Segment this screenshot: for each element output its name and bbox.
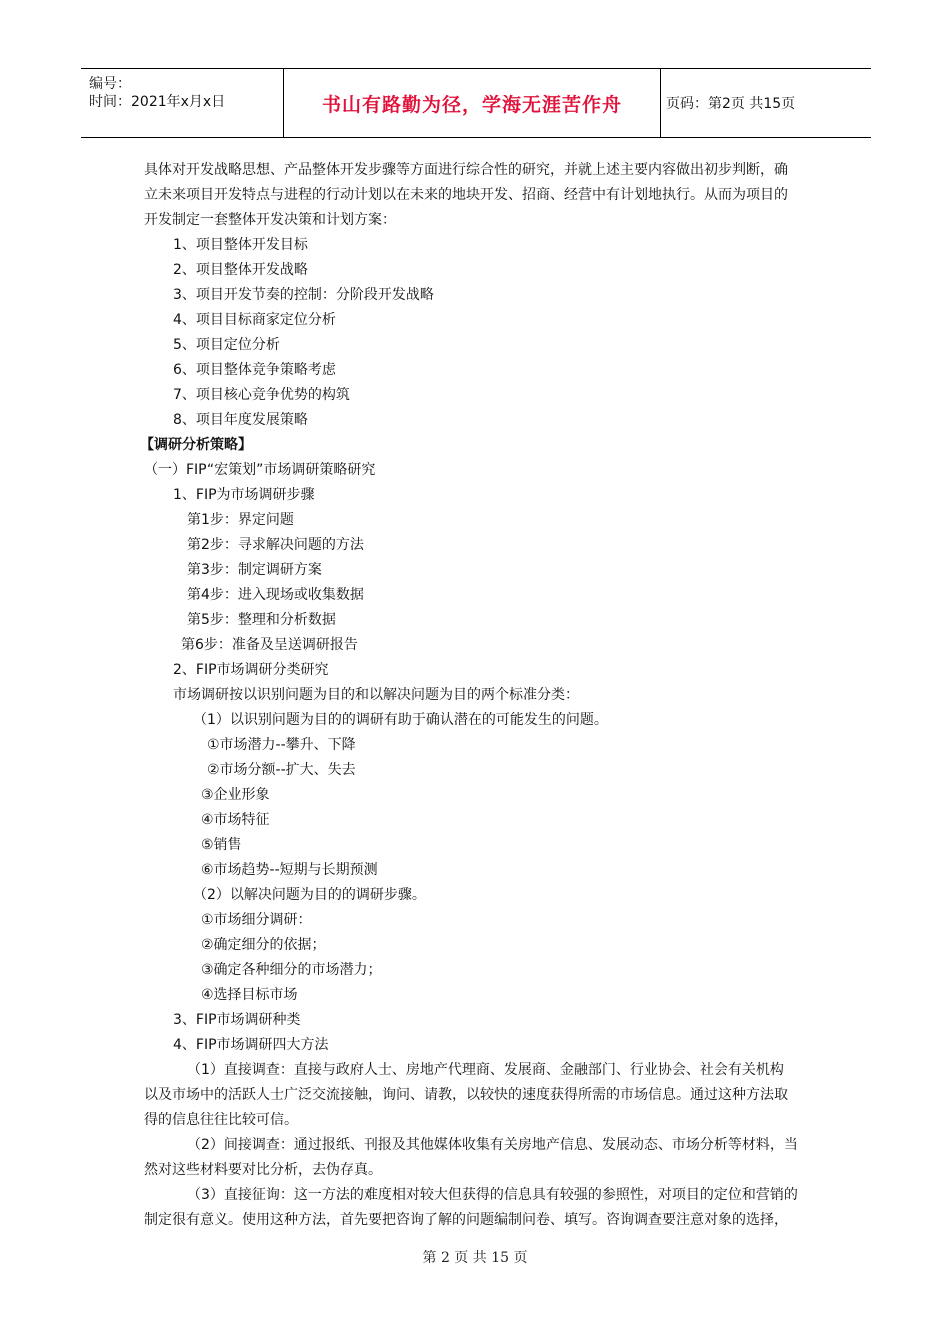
enumerated-item: ①市场潜力--攀升、下降 [207, 737, 356, 753]
header-page-label: 页码：第2页 共15页 [666, 96, 796, 112]
step-item: 第1步：界定问题 [187, 512, 294, 528]
page-footer [0, 1247, 950, 1267]
paragraph-line: 具体对开发战略思想、产品整体开发步骤等方面进行综合性的研究，并就上述主要内容做出初步判断，确 [144, 162, 788, 178]
enumerated-item: ③企业形象 [201, 787, 270, 803]
list-item: 3、项目开发节奏的控制：分阶段开发战略 [173, 287, 434, 303]
paragraph-line: 立未来项目开发特点与进程的行动计划以在未来的地块开发、招商、经营中有计划地执行。从而为项目的 [144, 187, 788, 203]
list-item: 7、项目核心竞争优势的构筑 [173, 387, 350, 403]
list-item: 4、FIP市场调研四大方法 [173, 1037, 329, 1053]
enumerated-item: ②市场分额--扩大、失去 [207, 762, 356, 778]
list-item: 4、项目目标商家定位分析 [173, 312, 336, 328]
enumerated-item: ④选择目标市场 [201, 987, 298, 1003]
step-item: 第4步：进入现场或收集数据 [187, 587, 364, 603]
section-heading: 【调研分析策略】 [140, 437, 252, 453]
document-date-label: 时间：2021年x月x日 [89, 94, 226, 110]
list-item: 1、FIP为市场调研步骤 [173, 487, 315, 503]
paragraph-line: 市场调研按以识别问题为目的和以解决问题为目的两个标准分类： [173, 687, 579, 703]
step-item: 第6步：准备及呈送调研报告 [181, 637, 358, 653]
paragraph-line: 得的信息往往比较可信。 [144, 1112, 298, 1128]
document-number-label: 编号： [89, 76, 131, 92]
enumerated-item: ⑤销售 [201, 837, 242, 853]
list-item: 3、FIP市场调研种类 [173, 1012, 301, 1028]
paragraph-line: （3）直接征询：这一方法的难度相对较大但获得的信息具有较强的参照性，对项目的定位和营销的 [187, 1187, 798, 1203]
subsection-heading: （一）FIP“宏策划”市场调研策略研究 [144, 462, 376, 478]
enumerated-item: ⑥市场趋势--短期与长期预测 [201, 862, 378, 878]
list-item: 2、项目整体开发战略 [173, 262, 308, 278]
paragraph-line: 制定很有意义。使用这种方法，首先要把咨询了解的问题编制问卷、填写。咨询调查要注意对象的选择， [144, 1212, 788, 1228]
enumerated-item: ①市场细分调研： [201, 912, 312, 928]
paragraph-line: （1）直接调查：直接与政府人士、房地产代理商、发展商、金融部门、行业协会、社会有关机构 [187, 1062, 784, 1078]
paragraph-line: （2）间接调查：通过报纸、刊报及其他媒体收集有关房地产信息、发展动态、市场分析等材料，当 [187, 1137, 798, 1153]
paragraph-line: 开发制定一套整体开发决策和计划方案： [144, 212, 396, 228]
list-item: 2、FIP市场调研分类研究 [173, 662, 329, 678]
step-item: 第5步：整理和分析数据 [187, 612, 336, 628]
sub-list-item: （2）以解决问题为目的的调研步骤。 [193, 887, 426, 903]
step-item: 第3步：制定调研方案 [187, 562, 322, 578]
list-item: 8、项目年度发展策略 [173, 412, 308, 428]
header-motto: 书山有路勤为径，学海无涯苦作舟 [321, 93, 622, 116]
paragraph-line: 以及市场中的活跃人士广泛交流接触，询问、请教，以较快的速度获得所需的市场信息。通过这种方法取 [144, 1087, 788, 1103]
enumerated-item: ②确定细分的依据； [201, 937, 326, 953]
list-item: 6、项目整体竞争策略考虑 [173, 362, 336, 378]
footer-page-number: 第 2 页 共 15 页 [422, 1250, 528, 1266]
enumerated-item: ③确定各种细分的市场潜力； [201, 962, 382, 978]
enumerated-item: ④市场特征 [201, 812, 270, 828]
paragraph-line: 然对这些材料要对比分析，去伪存真。 [144, 1162, 382, 1178]
list-item: 1、项目整体开发目标 [173, 237, 308, 253]
sub-list-item: （1）以识别问题为目的的调研有助于确认潜在的可能发生的问题。 [193, 712, 608, 728]
step-item: 第2步：寻求解决问题的方法 [187, 537, 364, 553]
list-item: 5、项目定位分析 [173, 337, 280, 353]
